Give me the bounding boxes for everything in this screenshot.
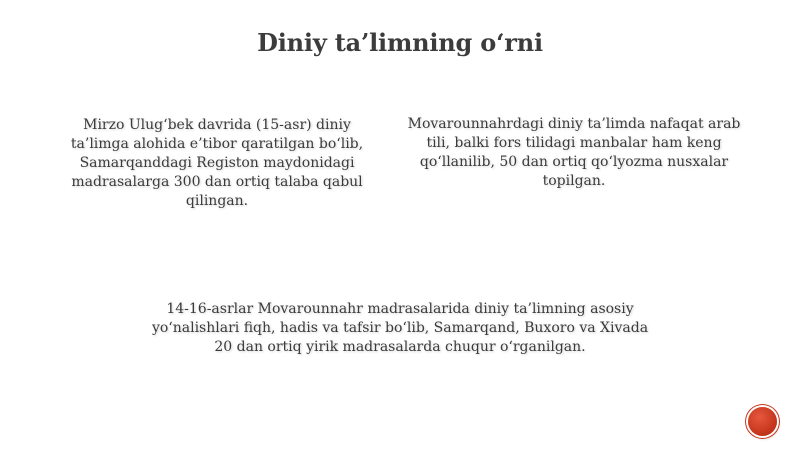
slide-title: Diniy ta’limning o‘rni — [257, 28, 543, 57]
text-block-bottom: 14-16-asrlar Movarounnahr madrasalarida diniy ta’limning asosiy yo‘nalishlari fiqh, hadis va tafsir bo‘lib, Samarqand, Buxoro va Xivada 20 dan ortiq yirik madrasalarda chuqur o‘rganilgan. — [151, 301, 649, 355]
circle-nav-icon[interactable] — [748, 407, 777, 436]
text-block-right: Movarounnahrdagi diniy ta’limda nafaqat arab tili, balki fors tilidagi manbalar ham keng qo‘llanilib, 50 dan ortiq qo‘lyozma nusxalar topilgan. — [407, 116, 741, 189]
text-block-left: Mirzo Ulug‘bek davrida (15-asr) diniy ta’limga alohida e’tibor qaratilgan bo‘lib, Samarqanddagi Registon maydonidagi madrasalarga 300 dan ortiq talaba qabul qilingan. — [70, 117, 364, 209]
